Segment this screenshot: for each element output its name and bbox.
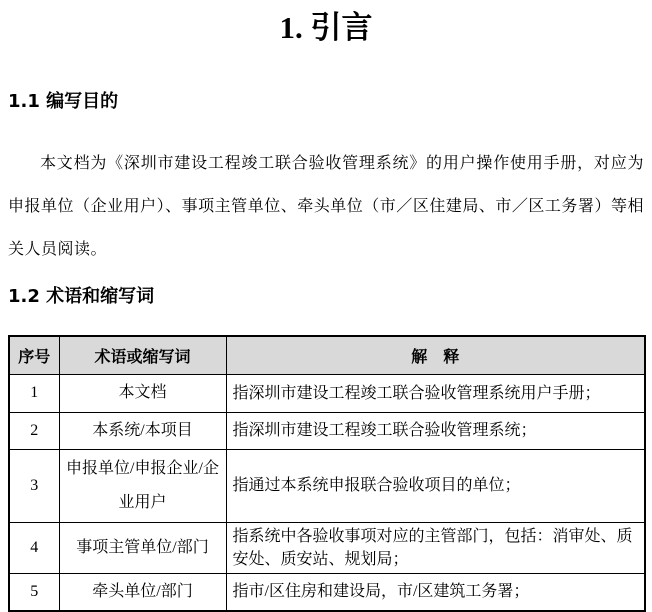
page-title: 1. 引言 bbox=[279, 10, 373, 45]
cell-term: 本文档 bbox=[59, 374, 226, 412]
cell-term: 牵头单位/部门 bbox=[59, 573, 226, 611]
cell-term: 本系统/本项目 bbox=[59, 412, 226, 449]
cell-num: 1 bbox=[9, 374, 59, 412]
purpose-paragraph: 本文档为《深圳市建设工程竣工联合验收管理系统》的用户操作使用手册，对应为申报单位（企业用户）、事项主管单位、牵头单位（市／区住建局、市／区工务署）等相关人员阅读。 bbox=[8, 155, 644, 258]
cell-term: 申报单位/申报企业/企业用户 bbox=[59, 449, 226, 522]
cell-num: 3 bbox=[9, 449, 59, 522]
section-heading-terms: 1.2 术语和缩写词 bbox=[8, 286, 155, 307]
cell-explanation: 指市/区住房和建设局，市/区建筑工务署； bbox=[226, 573, 645, 611]
section-heading-purpose: 1.1 编写目的 bbox=[8, 91, 119, 112]
cell-num: 2 bbox=[9, 412, 59, 449]
table-row bbox=[9, 374, 645, 412]
column-header-term: 术语或缩写词 bbox=[59, 336, 226, 374]
cell-num: 4 bbox=[9, 522, 59, 573]
table-header-row bbox=[9, 336, 645, 374]
cell-explanation: 指深圳市建设工程竣工联合验收管理系统； bbox=[226, 412, 645, 449]
column-header-num: 序号 bbox=[9, 336, 59, 374]
cell-explanation: 指通过本系统申报联合验收项目的单位； bbox=[226, 449, 645, 522]
column-header-explanation: 解 释 bbox=[226, 336, 645, 374]
table-row bbox=[9, 412, 645, 449]
cell-explanation: 指深圳市建设工程竣工联合验收管理系统用户手册； bbox=[226, 374, 645, 412]
cell-num: 5 bbox=[9, 573, 59, 611]
table-row bbox=[9, 522, 645, 573]
cell-term: 事项主管单位/部门 bbox=[59, 522, 226, 573]
table-row bbox=[9, 573, 645, 611]
cell-explanation: 指系统中各验收事项对应的主管部门，包括：消审处、质安处、质安站、规划局； bbox=[226, 522, 645, 573]
table-row bbox=[9, 449, 645, 522]
terms-table bbox=[8, 335, 646, 612]
